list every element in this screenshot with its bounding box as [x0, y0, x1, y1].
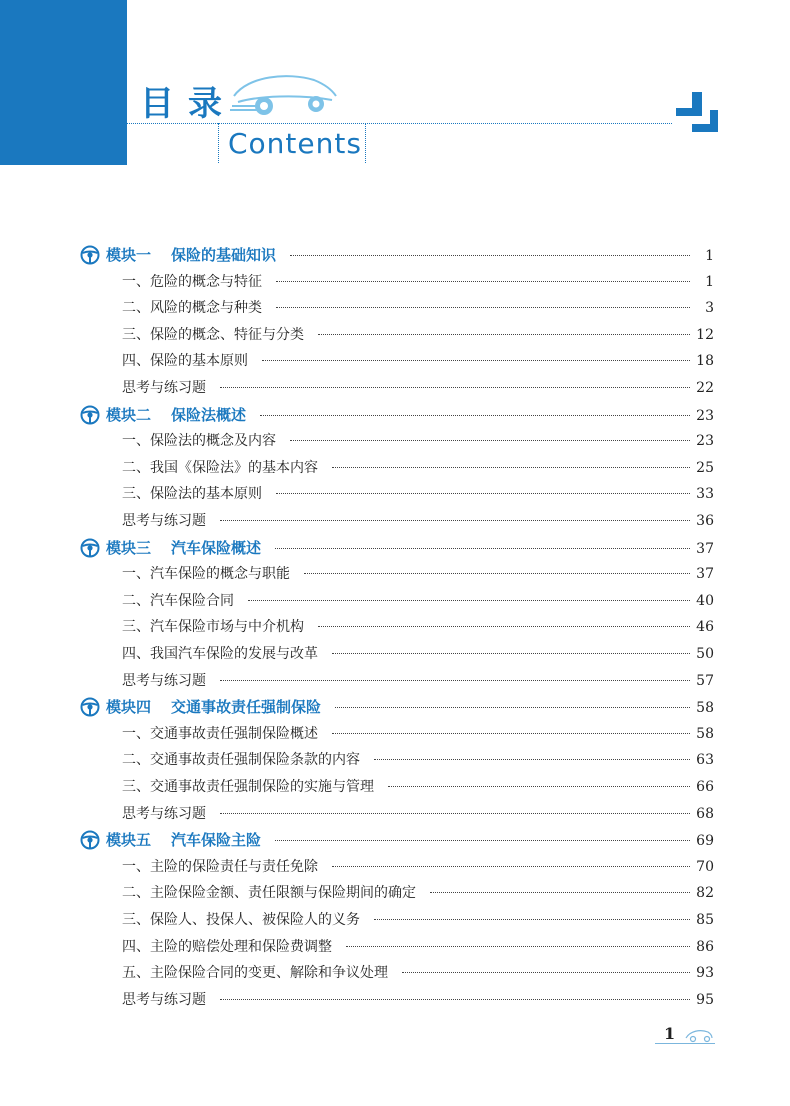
header-blue-block [0, 0, 127, 165]
toc-module-row[interactable] [80, 537, 714, 559]
section-title: 思考与练习题 [122, 672, 206, 689]
page-ref: 12 [696, 326, 714, 343]
toc-section-row[interactable] [122, 882, 714, 904]
dot-leader [220, 520, 690, 521]
dot-leader [402, 972, 690, 973]
toc-section-row[interactable] [122, 430, 714, 452]
dot-leader [346, 946, 690, 947]
module-title: 汽车保险概述 [171, 538, 262, 557]
dot-leader [318, 626, 690, 627]
module-title: 交通事故责任强制保险 [171, 698, 322, 717]
dot-leader [262, 360, 690, 361]
section-title: 四、主险的赔偿处理和保险费调整 [122, 938, 332, 955]
page-ref: 95 [696, 991, 714, 1008]
dot-leader [276, 281, 690, 282]
page-ref: 23 [696, 407, 714, 424]
module-title: 保险法概述 [171, 405, 247, 424]
page-ref: 66 [696, 779, 714, 795]
dot-leader [332, 467, 690, 468]
section-title: 思考与练习题 [122, 991, 206, 1008]
page-ref: 22 [696, 380, 714, 396]
page-ref: 1 [705, 273, 714, 290]
toc-section-row[interactable] [122, 483, 714, 505]
toc-section-row[interactable] [122, 856, 714, 878]
section-title: 五、主险保险合同的变更、解除和争议处理 [122, 965, 388, 982]
module-number: 模块四 [106, 698, 152, 717]
section-title: 三、汽车保险市场与中介机构 [122, 619, 304, 636]
toc-section-row[interactable] [122, 563, 714, 585]
dot-leader [220, 999, 690, 1000]
steering-wheel-icon [80, 538, 100, 558]
page-ref: 86 [696, 938, 714, 955]
toc-section-row[interactable] [122, 510, 714, 532]
page-ref: 25 [696, 459, 714, 476]
toc-section-row[interactable] [122, 936, 714, 958]
steering-wheel-icon [80, 405, 100, 425]
toc-section-row[interactable] [122, 643, 714, 665]
module-title: 保险的基础知识 [171, 246, 277, 264]
footer-car-icon [684, 1026, 714, 1044]
toc-section-row[interactable] [122, 776, 714, 798]
dot-leader [388, 786, 690, 787]
steering-wheel-icon [80, 245, 100, 265]
car-logo-icon [228, 66, 340, 118]
page-ref: 70 [696, 858, 714, 875]
page-ref: 46 [696, 619, 714, 636]
header-dotted-rule [127, 123, 672, 124]
page-ref: 58 [696, 700, 714, 717]
dot-leader [374, 919, 690, 920]
dot-leader [220, 387, 690, 388]
module-number: 模块一 [106, 246, 152, 264]
page-ref: 57 [696, 672, 714, 689]
page-ref: 33 [696, 486, 714, 503]
page-ref: 18 [696, 353, 714, 370]
section-title: 一、主险的保险责任与责任免除 [122, 858, 318, 875]
dot-leader [335, 707, 690, 708]
section-title: 一、交通事故责任强制保险概述 [122, 725, 318, 742]
section-title: 二、汽车保险合同 [122, 592, 234, 609]
page-subtitle: Contents [228, 127, 362, 160]
toc-section-row[interactable] [122, 989, 714, 1011]
toc-section-row[interactable] [122, 350, 714, 372]
page-ref: 82 [696, 885, 714, 902]
page-ref: 85 [696, 912, 714, 928]
dot-leader [290, 440, 690, 441]
section-title: 二、交通事故责任强制保险条款的内容 [122, 752, 360, 769]
page-ref: 63 [696, 752, 714, 769]
dot-leader [248, 600, 690, 601]
steering-wheel-icon [80, 830, 100, 850]
module-number: 模块三 [106, 538, 152, 557]
dot-leader [332, 733, 690, 734]
dot-leader [430, 892, 690, 893]
section-title: 一、危险的概念与特征 [122, 273, 262, 290]
page-ref: 3 [705, 300, 714, 317]
toc-section-row[interactable] [122, 377, 714, 399]
toc-section-row[interactable] [122, 457, 714, 479]
toc-section-row[interactable] [122, 271, 714, 293]
section-title: 三、保险法的基本原则 [122, 486, 262, 503]
toc-module-row[interactable] [80, 244, 714, 266]
section-title: 一、保险法的概念及内容 [122, 433, 276, 450]
page-ref: 68 [696, 805, 714, 822]
page-ref: 1 [705, 248, 714, 264]
page-title: 目录 [140, 84, 236, 124]
dot-leader [318, 334, 690, 335]
toc-section-row[interactable] [122, 297, 714, 319]
dot-leader [332, 866, 690, 867]
page-ref: 69 [696, 833, 714, 850]
section-title: 四、保险的基本原则 [122, 353, 248, 370]
page-ref: 23 [696, 433, 714, 450]
section-title: 思考与练习题 [122, 805, 206, 822]
section-title: 三、交通事故责任强制保险的实施与管理 [122, 779, 374, 795]
dot-leader [220, 680, 690, 681]
page-ref: 37 [696, 566, 714, 583]
toc-module-row[interactable] [80, 696, 714, 718]
dot-leader [304, 573, 690, 574]
dot-leader [374, 759, 690, 760]
page-ref: 58 [696, 725, 714, 742]
toc-section-row[interactable] [122, 803, 714, 825]
steering-wheel-icon [80, 697, 100, 717]
module-number: 模块二 [106, 405, 152, 424]
section-title: 二、主险保险金额、责任限额与保险期间的确定 [122, 885, 416, 902]
section-title: 思考与练习题 [122, 513, 206, 529]
toc-section-row[interactable] [122, 616, 714, 638]
page-ref: 36 [696, 513, 714, 529]
corner-mark-icon [672, 92, 722, 138]
section-title: 三、保险人、投保人、被保险人的义务 [122, 912, 360, 928]
section-title: 二、我国《保险法》的基本内容 [122, 459, 318, 476]
toc-section-row[interactable] [122, 590, 714, 612]
toc-module-row[interactable] [80, 404, 714, 426]
module-title: 汽车保险主险 [171, 831, 262, 850]
section-title: 一、汽车保险的概念与职能 [122, 566, 290, 583]
toc-section-row[interactable] [122, 324, 714, 346]
dot-leader [220, 813, 690, 814]
page-number: 1 [664, 1024, 676, 1043]
toc-section-row[interactable] [122, 670, 714, 692]
section-title: 二、风险的概念与种类 [122, 300, 262, 317]
dot-leader [260, 415, 690, 416]
toc-section-row[interactable] [122, 723, 714, 745]
page-ref: 40 [696, 592, 714, 609]
toc-section-row[interactable] [122, 749, 714, 771]
module-number: 模块五 [106, 831, 152, 850]
toc-section-row[interactable] [122, 909, 714, 931]
dot-leader [290, 255, 690, 256]
section-title: 三、保险的概念、特征与分类 [122, 326, 304, 343]
dot-leader [275, 840, 690, 841]
dot-leader [332, 653, 690, 654]
section-title: 思考与练习题 [122, 380, 206, 396]
page-ref: 93 [696, 965, 714, 982]
toc-module-row[interactable] [80, 829, 714, 851]
section-title: 四、我国汽车保险的发展与改革 [122, 646, 318, 662]
toc-section-row[interactable] [122, 962, 714, 984]
dot-leader [275, 548, 690, 549]
page-ref: 50 [696, 646, 714, 662]
dot-leader [276, 493, 690, 494]
dot-leader [276, 307, 690, 308]
page-ref: 37 [696, 540, 714, 557]
